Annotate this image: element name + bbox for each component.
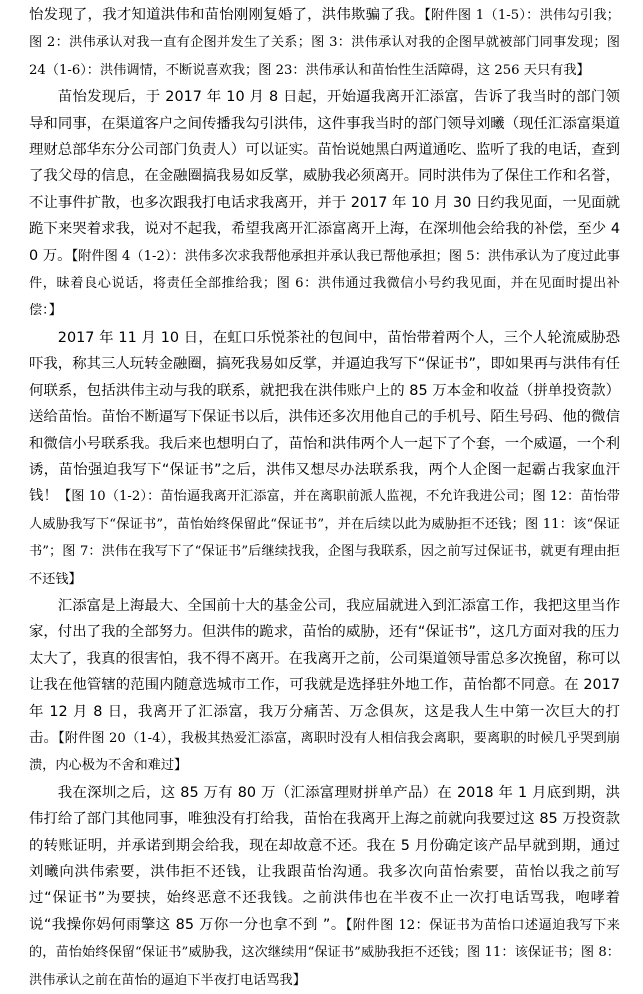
- attachment-note: 【附件图 12：保证书为苗怡口述逼迫我写下来的，苗怡始终保留“保证书”威胁我，这次继续用“保证书”威胁我拒不还钱；图 11：该保证书；图 8：洪伟承认之前在苗怡的逼迫下半夜打电话骂我】: [29, 917, 620, 988]
- paragraph-body: 怡发现了，我才知道洪伟和苗怡刚刚复婚了，洪伟欺骗了我。: [29, 7, 425, 23]
- paragraph-3: [29, 325, 620, 593]
- attachment-note: 【附件图 4（1-2）：洪伟多次求我帮他承担并承认我已帮他承担；图 5：洪伟承认为了度过此事件，昧着良心说话，将责任全部推给我；图 6：洪伟通过我微信小号约我见面，并在见面时提出补偿：】: [29, 248, 620, 319]
- paragraph-1: [29, 2, 620, 84]
- paragraph-5: [29, 780, 620, 994]
- paragraph-body: 汇添富是上海最大、全国前十大的基金公司，我应届就进入到汇添富工作，我把这里当作家，付出了我的全部努力。但洪伟的跪求，苗怡的威胁，还有“保证书”，这几方面对我的压力太大了，我真的很害怕，我不得不离开。在我离开之前，公司渠道领导雷总多次挽留，称可以让我在他管辖的范围内随意选城市工作，可我就是选择驻外地工作，苗怡都不同意。在 2017 年 12 月 8 日，我离开了汇添富，我万分痛苦、万念俱灰，这是我人生中第一次巨大的打击。: [29, 597, 620, 746]
- paragraph-body: 苗怡发现后，于 2017 年 10 月 8 日起，开始逼我离开汇添富，告诉了我当时的部门领导和同事，在渠道客户之间传播我勾引洪伟，这件事我当时的部门领导刘曦（现任汇添富渠道理财总部华东分公司部门负责人）可以证实。苗怡说她黑白两道通吃、监听了我的电话，查到了我父母的信息，在金融圈搞我易如反掌，威胁我必须离开。同时洪伟为了保住工作和名誉，不让事件扩散，也多次跟我打电话求我离开，并于 2017 年 10 月 30 日约我见面，一见面就跪下来哭着求我，说对不起我，希望我离开汇添富离开上海，在深圳他会给我的补偿，至少 40 万。: [29, 89, 620, 264]
- attachment-note: 【附件图 20（1-4），我极其热爱汇添富，离职时没有人相信我会离职，要离职的时候几乎哭到崩溃，内心极为不舍和难过】: [29, 730, 620, 774]
- paragraph-body: 2017 年 11 月 10 日，在虹口乐悦茶社的包间中，苗怡带着两个人，三个人轮流威胁恐吓我，称其三人玩转金融圈，搞死我易如反掌，并逼迫我写下“保证书”，即如果再与洪伟有任何联系，包括洪伟主动与我的联系，就把我在洪伟账户上的 85 万本金和收益（拼单投资款）送给苗怡。苗怡不断逼写下保证书以后，洪伟还多次用他自己的手机号、陌生号码、他的微信和微信小号联系我。我后来也想明白了，苗怡和洪伟两个人一起下了个套，一个威逼，一个利诱，苗怡强迫我写下“保证书”之后，洪伟又想尽办法联系我，两个人企图一起霸占我家血汗钱！: [29, 329, 620, 505]
- attachment-note: 【图 10（1-2）：苗怡逼我离开汇添富，并在离职前派人监视，不允许我进公司；图 12：苗怡带人威胁我写下“保证书”，苗怡始终保留此“保证书”，并在后续以此为威胁拒不还钱；图 11：该“保证书”；图 7：洪伟在我写下了“保证书”后继续找我，企图与我联系，因之前写过保证书，就更有理由拒不还钱】: [29, 489, 620, 587]
- paragraph-2: [29, 84, 620, 325]
- paragraph-body: 我在深圳之后，这 85 万有 80 万（汇添富理财拼单产品）在 2018 年 1 月底到期，洪伟打给了部门其他同事，唯独没有打给我，苗怡在我离开上海之前就向我要过这 85 万投资款的转账证明，并承诺到期会给我，现在却故意不还。我在 5 月份确定该产品早就到期，通过刘曦向洪伟索要，洪伟拒不还钱，让我跟苗怡沟通。我多次向苗怡索要，苗怡以我之前写过“保证书”为要挟，始终恶意不还我钱。之前洪伟也在半夜不止一次打电话骂我，咆哮着说“我操你妈何雨擎这 85 万你一分也拿不到 ”。: [29, 784, 620, 933]
- paragraph-4: [29, 593, 620, 780]
- attachment-note: 【附件图 1（1-5）：洪伟勾引我；图 2：洪伟承认对我一直有企图并发生了关系；图 3：洪伟承认对我的企图早就被部门同事发现；图 24（1-6）：洪伟调情，不断说喜欢我；图 23：洪伟承认和苗怡性生活障碍，这 256 天只有我】: [29, 8, 620, 78]
